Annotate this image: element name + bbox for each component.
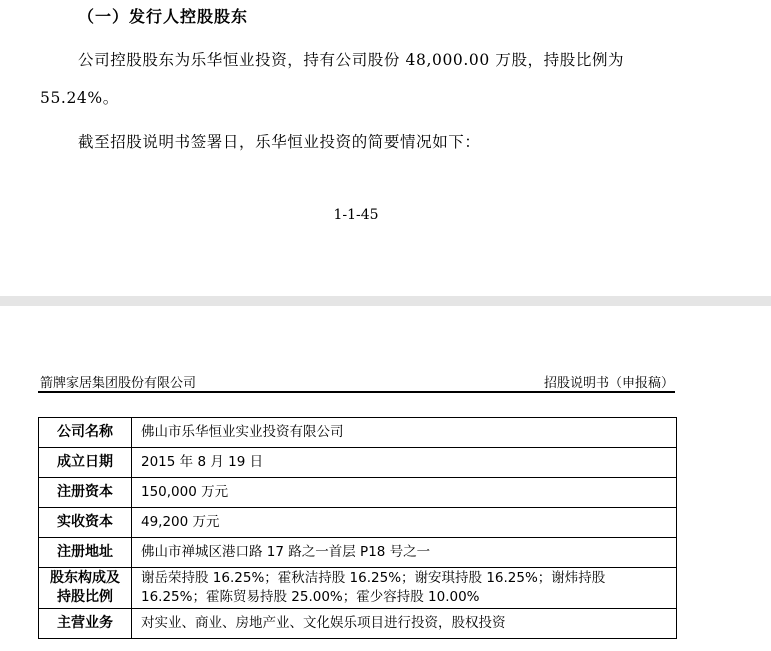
value-main-business: 对实业、商业、房地产业、文化娱乐项目进行投资，股权投资 [132,609,677,639]
header-rule [38,391,675,393]
header-company-name: 箭牌家居集团股份有限公司 [40,376,197,391]
value-company-name: 佛山市乐华恒业实业投资有限公司 [132,418,677,448]
label-paid-in-capital: 实收资本 [39,508,132,538]
page-number: 1-1-45 [333,207,379,223]
table-row [39,609,677,639]
value-established-date: 2015 年 8 月 19 日 [132,448,677,478]
table-row [39,538,677,568]
value-registered-address: 佛山市禅城区港口路 17 路之一首层 P18 号之一 [132,538,677,568]
paragraph-summary-intro: 截至招股说明书签署日，乐华恒业投资的简要情况如下： [78,133,481,151]
page-break-divider [0,296,771,306]
section-heading: （一）发行人控股股东 [78,7,249,26]
label-line: 持股比例 [57,589,113,605]
value-registered-capital: 150,000 万元 [132,478,677,508]
paragraph-controlling-shareholder-line1: 公司控股股东为乐华恒业投资，持有公司股份 48,000.00 万股，持股比例为 [78,51,625,69]
label-line: 股东构成及 [50,570,120,586]
header-document-title: 招股说明书（申报稿） [544,376,675,391]
table-row [39,478,677,508]
label-shareholding-structure [39,568,132,609]
table-row [39,448,677,478]
label-company-name: 公司名称 [39,418,132,448]
label-registered-address: 注册地址 [39,538,132,568]
value-shareholding-structure: 谢岳荣持股 16.25%；霍秋洁持股 16.25%；谢安琪持股 16.25%；谢炜持股 16.25%；霍陈贸易持股 25.00%；霍少容持股 10.00% [132,568,677,609]
label-registered-capital: 注册资本 [39,478,132,508]
label-main-business: 主营业务 [39,609,132,639]
table-row [39,568,677,609]
label-established-date: 成立日期 [39,448,132,478]
table-row [39,418,677,448]
table-row [39,508,677,538]
value-paid-in-capital: 49,200 万元 [132,508,677,538]
paragraph-controlling-shareholder-line2: 55.24%。 [40,89,119,107]
shareholder-info-table [38,417,677,639]
